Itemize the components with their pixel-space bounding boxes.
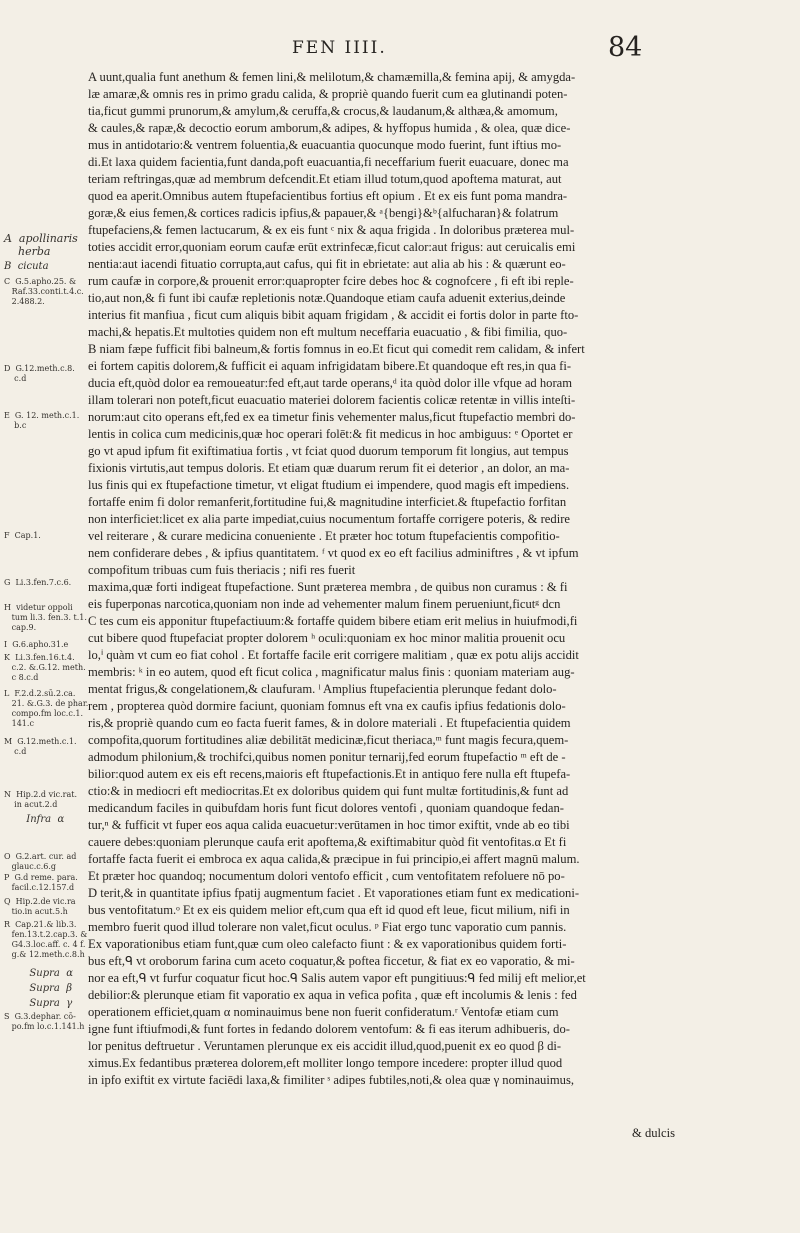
text-line: operationem efficiet,quam α nominauimus bene non fuerit confideratum.ʳ Ventofæ etiam cum	[88, 1005, 559, 1019]
text-line: machi,& hepatis.Et multoties quidem non eft multum neceffaria euacuatio , & fibi fimilia, quo-	[88, 325, 568, 339]
margin-note: O G.2.art. cur. ad glauc.c.6.g	[4, 852, 77, 871]
catchword: & dulcis	[632, 1126, 676, 1140]
text-line: teriam reftringas,quæ ad membrum defcendit.Et etiam illud totum,quod apoftema maturat, aut	[88, 172, 562, 186]
text-line: membris: ᵏ in eo autem, quod eft ficut colica , magnificatur malus finis : quoniam materiam aug-	[88, 665, 575, 679]
text-line: ducia eft,quòd dolor ea remoueatur:fed eft,aut tarde operans,ᵈ ita quòd dolor ille vfque ad horam	[88, 376, 573, 390]
text-line: ris,& propriè quando cum eo facta fuerit fames, & in dolore materiali . Et ftupefacientia quidem	[88, 716, 571, 730]
margin-note: R Cap.21.& lib.3. fen.13.t.2.cap.3. & G4.3.loc.aff. c. 4 f. g.& 12.meth.c.8.h	[4, 920, 88, 959]
margin-note: E G. 12. meth.c.1. b.c	[4, 411, 80, 430]
text-line: mentat frigus,& congelationem,& claufuram. ˡ Amplius ftupefacientia plerunque fedant dolo-	[88, 682, 557, 696]
margin-note: F Cap.1.	[4, 531, 41, 540]
margin-note: K Li.3.fen.16.t.4. c.2. &.G.12. meth. c 8.c.d	[4, 653, 86, 682]
margin-note: B cicuta	[4, 261, 49, 272]
text-line: cut bibere quod ftupefaciat propter dolorem ʰ oculi:quoniam ex hoc minor malitia prouenit ocu	[88, 631, 566, 645]
text-line: nentia:aut iacendi fituatio corrupta,aut cafus, qui fit in ebrietate: aut alia ab his : & quærunt eo-	[88, 257, 566, 271]
text-line: eis fuperponas narcotica,quoniam non inde ad vehementer malum finem perueniunt,ficutᵍ dcn	[88, 597, 561, 611]
text-line: goræ,& eius femen,& cortices radicis ipfius,& papauer,& ᵃ{bengi}&ᵇ{alfucharan}& folatrum	[88, 206, 559, 220]
text-line: medicandum faciles in quibufdam horis funt ficut dolores ventofi , quoniam quandoque fedan-	[88, 801, 564, 815]
margin-note: C G.5.apho.25. & Raf.33.conti.t.4.c. 2.488.2.	[4, 277, 84, 306]
margin-note: Q Hip.2.de vic.ra tio.in acut.5.h	[4, 897, 76, 916]
text-line: cauere debes:quoniam plerunque caufa erit apoftema,& exiftimabitur quòd fit ventofitas.α Et fi	[88, 835, 567, 849]
margin-note: I G.6.apho.31.e	[4, 640, 69, 649]
text-line: fortaffe facta fuerit ei embroca ex aqua calida,& præcipue in fui principio,ei affert magnū malum.	[88, 852, 580, 866]
text-line: norum:aut cito operans eft,fed ex ea timetur finis vehementer malus,ficut ftupefactio membri do-	[88, 410, 576, 424]
text-line: bilior:quod autem ex eis eft recens,maioris eft ftupefactionis.Et in antiquo fere nulla eft ftupefa-	[88, 767, 571, 781]
text-line: quod ea aperit.Omnibus autem ftupefacientibus fortius eft opium . Et ex eis funt poma mandra-	[88, 189, 568, 203]
margin-note: P G.d reme. para. facil.c.12.157.d	[4, 873, 78, 892]
margin-note: A apollinaris herba	[4, 232, 78, 258]
text-line: ftupefaciens,& femen lactucarum, & ex eis funt ᶜ nix & aqua frigida . In doloribus præterea mul-	[88, 223, 575, 237]
text-line: tio,aut non,& fi funt ibi caufæ repletionis notæ.Quandoque etiam caufa aduenit exterius,deinde	[88, 291, 566, 305]
text-line: & caules,& rapæ,& decoctio eorum amborum,& adipes, & hyffopus humida , & olea, quæ dice-	[88, 121, 571, 135]
text-line: non interficiet:licet ex alia parte impediat,cuius nocumentum fortaffe corrigere poteris, & redire	[88, 512, 570, 526]
margin-note: L F.2.d.2.sū.2.ca. 21. &.G.3. de phar. compo.fm loc.c.1. 141.c	[4, 689, 89, 728]
margin-note: D G.12.meth.c.8. c.d	[4, 364, 75, 383]
text-line: lo,ⁱ quàm vt cum eo fiat cohol . Et fortaffe facile erit corrigere malitiam , quæ ex potu alijs accidit	[88, 648, 579, 662]
text-line: interius fit manfiua , ficut cum aliquis bibit aquam frigidam , & accidit ei fortis dolor in parte fto-	[88, 308, 579, 322]
text-line: membro fuerit quod illud tolerare non valet,ficut oculus. ᵖ Fiat ergo tunc vaporatio cum pannis.	[88, 920, 567, 934]
text-line: bus ventofitatum.ᵒ Et ex eis quidem melior eft,cum qua eft id quod eft leue, ficut milium, nifi in	[88, 903, 570, 917]
margin-note: S G.3.dephar. cō- po.fm lo.c.1.141.h	[4, 1012, 85, 1031]
text-line: compofitum tribuas cum fuis theriacis ; nifi res fuerit	[88, 563, 356, 577]
margin-note: G Li.3.fen.7.c.6.	[4, 578, 72, 587]
page-header	[0, 32, 800, 66]
text-line: vel reiterare , & curare medicina conueniente . Et præter hoc totum ftupefacientis compofitio-	[88, 529, 560, 543]
text-line: toties accidit error,quoniam eorum caufæ erūt extrinfecæ,ficut calor:aut frigus: aut ceruicalis emi	[88, 240, 576, 254]
text-line: admodum philonium,& trochifci,quibus nomen ponitur ternarij,fed eorum ftupefactio ᵐ eft de -	[88, 750, 566, 764]
text-line: nor ea eft,ᑫ vt furfur coquatur ficut hoc.ᑫ Salis autem vapor eft pungitiuus:ᑫ fed milij eft melior,et	[88, 971, 586, 985]
margin-note: Supra α	[4, 968, 73, 979]
text-line: lor penitus deftruetur . Veruntamen plerunque ex eis accidit illud,quod,puenit ex eo quod β di-	[88, 1039, 562, 1053]
text-line: tia,ficut gummi prunorum,& amylum,& ceruffa,& crocus,& laudanum,& althæa,& amomum,	[88, 104, 558, 118]
text-line: ei fortem capitis dolorem,& fufficit ei aquam infrigidatam bibere.Et quandoque eft res,in qua fi-	[88, 359, 572, 373]
text-line: rum caufæ in corpore,& prouenit error:quapropter fcire debes hoc & cognofcere , fi eft ibi reple-	[88, 274, 574, 288]
text-line: tur,ⁿ & fufficit vt fuper eos aqua calida euacuetur:verūtamen in hoc timor exiftit, vnde ab eo tibi	[88, 818, 570, 832]
page-number: 84	[608, 32, 643, 63]
margin-note: M G.12.meth.c.1. c.d	[4, 737, 77, 756]
text-line: maxima,quæ forti indigeat ftupefactione. Sunt præterea membra , de quibus non curamus : & fi	[88, 580, 568, 594]
text-line: læ amaræ,& omnis res in primo gradu calida, & propriè quando fuerit cum ea glutinandi poten-	[88, 87, 568, 101]
text-line: lentis in colica cum medicinis,quæ hoc operari folēt:& fit medicus in hoc ambiguus: ᵉ Oportet er	[88, 427, 573, 441]
margin-note: Infra α	[4, 814, 65, 825]
text-line: bus eft,ᑫ vt oroborum farina cum aceto coquatur,& poftea ficcetur, & fiat ex eo vaporatio, & mi-	[88, 954, 575, 968]
text-line: illam tolerari non poteft,ficut euacuatio materiei dolorem facientis colicæ retentæ in villis inteſti-	[88, 393, 576, 407]
text-line: ctio:& in mediocri eft mediocritas.Et ex doloribus quidem qui funt multæ fortitudinis,& funt ad	[88, 784, 569, 798]
margin-note: Supra β	[4, 983, 73, 994]
text-line: go vt apud ipfum fit exiftimatiua fortis , vt fciat quod duorum temporum fit longius, aut tempus	[88, 444, 569, 458]
text-line: Et præter hoc quandoq; nocumentum dolori ventofo efficit , cum ventofitatem refoluere nō po-	[88, 869, 565, 883]
text-line: compofita,quorum fortitudines aliæ debilitāt medicinæ,ficut theriaca,ᵐ funt magis fecura,quem-	[88, 733, 569, 747]
text-line: di.Et laxa quidem facientia,funt danda,poft euacuantia,fi neceffarium fuerit euacuare, donec ma	[88, 155, 569, 169]
text-line: D terit,& in quantitate ipfius fpatij augmentum faciet . Et vaporationes etiam funt ex medicationi-	[88, 886, 580, 900]
margin-note: Supra γ	[4, 998, 73, 1009]
margin-note: H videtur oppoli tum li.3. fen.3. t.1. cap.9.	[4, 603, 87, 632]
text-line: nem confiderare debes , & ipfius quantitatem. ᶠ vt quod ex eo eft facilius adminiftres , & vt ipfum	[88, 546, 579, 560]
margin-note: N Hip.2.d vic.rat. in acut.2.d	[4, 790, 78, 809]
text-line: Ex vaporationibus etiam funt,quæ cum oleo calefacto fiunt : & ex vaporationibus quidem forti-	[88, 937, 567, 951]
text-line: C tes cum eis apponitur ftupefactiuum:& fortaffe quidem bibere etiam erit melius in huiufmodi,fi	[88, 614, 578, 628]
text-line: lus finis qui ex ftupefactione timetur, vt eligat ftudium ei impendere, quod magis eft impediens.	[88, 478, 570, 492]
text-line: A uunt,qualia funt anethum & femen lini,& melilotum,& chamæmilla,& femina apij, & amygda-	[88, 70, 576, 84]
text-line: debilior:& plerunque etiam fit vaporatio ex aqua in vefica pofita , quæ eft incolumis & lenis : fed	[88, 988, 577, 1002]
text-line: in ipfo exiftit ex virtute faciēdi laxa,& fimiliter ˢ adipes fubtiles,noti,& olea quæ γ nominauimus,	[88, 1073, 574, 1087]
text-line: fixionis virtutis,aut tempus doloris. Et etiam quæ duarum rerum fit ei deterior , an dolor, an ma-	[88, 461, 570, 475]
text-line: ximus.Ex fedantibus præterea dolorem,eft molliter longo tempore incedere: propter illud quod	[88, 1056, 563, 1070]
text-line: mus in antidotario:& ventrem foluentia,& euacuantia quocunque modo fuerint, funt iftius mo-	[88, 138, 562, 152]
text-line: B niam fæpe fufficit fibi balneum,& fortis fomnus in eo.Et ficut qui comedit rem calidam, & infert	[88, 342, 585, 356]
running-head: FEN IIII.	[292, 38, 387, 58]
text-line: rem , propterea quòd dormire faciunt, quoniam fomnus eft vna ex caufis ipfius fedationis dolo-	[88, 699, 566, 713]
text-line: igne funt iftiufmodi,& funt fortes in fedando dolorem ventofum: & fi eas iterum adhibueris, do-	[88, 1022, 570, 1036]
text-line: fortaffe enim fi dolor remanferit,fortitudine fui,& magnitudine interficiet.& ftupefactio forfitan	[88, 495, 567, 509]
